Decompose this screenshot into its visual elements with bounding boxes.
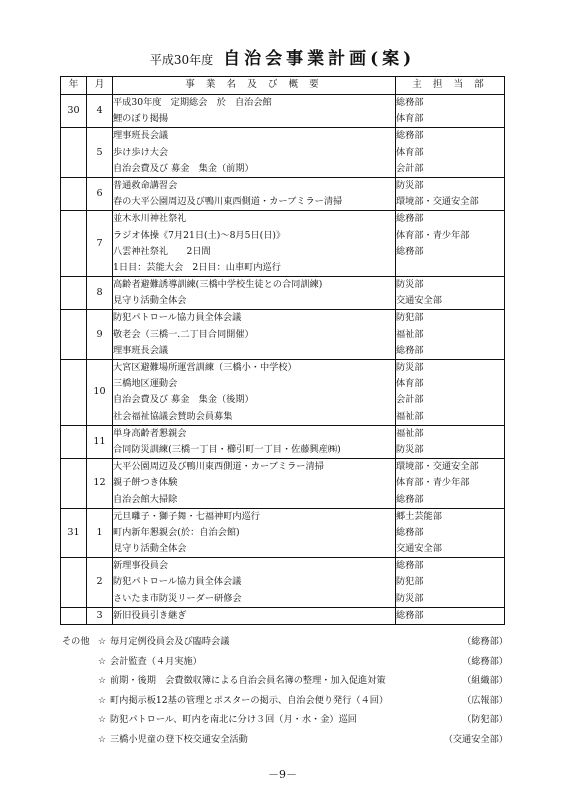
dept-item: 総務部 xyxy=(396,493,424,505)
activity-item: 社会福祉協議会賛助会員募集 xyxy=(113,410,233,422)
year-cell xyxy=(61,310,87,360)
activity-item: 三橋地区運動会 xyxy=(113,378,178,390)
activities-cell xyxy=(113,459,396,509)
header-dept: 主 担 当 部 xyxy=(396,77,505,95)
dept-item: 会計部 xyxy=(396,162,424,174)
activity-item: 親子餅つき体験 xyxy=(113,477,178,489)
year-cell xyxy=(61,277,87,310)
activity-item: 新旧役員引き継ぎ xyxy=(113,609,187,621)
dept-item xyxy=(396,260,504,276)
activity-item: 春の大平公園周辺及び鴨川東西側道・カーブミラー清掃 xyxy=(113,196,343,208)
note-item xyxy=(62,710,508,730)
dept-item: 防災部 xyxy=(396,592,424,604)
activity-item: 自治会費及び 募金 集金（後期） xyxy=(113,394,254,406)
note-dept: （組織部） xyxy=(462,675,508,686)
page-title xyxy=(0,44,565,69)
month-cell: 11 xyxy=(87,425,113,458)
dept-cell xyxy=(396,277,505,310)
activities-cell xyxy=(113,277,396,310)
activity-item: ラジオ体操《7月21日(土)～8月5日(日)》 xyxy=(113,229,286,241)
dept-item: 総務部 xyxy=(396,609,424,621)
year-cell xyxy=(61,177,87,210)
table-row xyxy=(61,508,505,558)
month-cell: 7 xyxy=(87,211,113,277)
activity-item: 理事班長会議 xyxy=(113,344,169,356)
dept-item: 防災部 xyxy=(396,179,424,191)
header-year: 年 xyxy=(61,77,87,95)
activity-item: 自治会費及び 募金 集金（前期） xyxy=(113,162,254,174)
month-cell: 8 xyxy=(87,277,113,310)
month-cell: 10 xyxy=(87,360,113,426)
dept-item: 交通安全部 xyxy=(396,543,442,555)
month-cell: 1 xyxy=(87,508,113,558)
note-text: 会計監査（４月実施） xyxy=(110,655,202,667)
dept-cell xyxy=(396,128,505,178)
activity-item: 敬老会（三橋一.二丁目合同開催） xyxy=(113,328,254,340)
activity-item: 普通救命講習会 xyxy=(113,179,178,191)
dept-item: 体育部・青少年部 xyxy=(396,477,470,489)
activities-cell xyxy=(113,360,396,426)
year-cell xyxy=(61,211,87,277)
dept-item: 福祉部 xyxy=(396,410,424,422)
dept-cell xyxy=(396,95,505,128)
year-cell xyxy=(61,425,87,458)
note-text: 町内掲示板12基の管理とポスターの掲示、自治会便り発行（４回） xyxy=(110,694,389,706)
activity-item: 理事班長会議 xyxy=(113,130,169,142)
activity-item: 大平公園周辺及び鴨川東西側道・カーブミラー清掃 xyxy=(113,461,324,473)
activities-cell xyxy=(113,425,396,458)
activities-cell xyxy=(113,128,396,178)
activity-item: 八雲神社祭礼 2日間 xyxy=(113,245,211,257)
dept-cell xyxy=(396,508,505,558)
activity-item: 元旦囃子・獅子舞・七福神町内巡行 xyxy=(113,510,260,522)
month-cell: 3 xyxy=(87,607,113,624)
table-row xyxy=(61,177,505,210)
activity-item: 自治会館大掃除 xyxy=(113,493,178,505)
star-icon: ☆ xyxy=(98,714,107,725)
activity-item: 見守り活動全体会 xyxy=(113,295,187,307)
activity-item: 並木氷川神社祭礼 xyxy=(113,213,187,225)
table-row xyxy=(61,128,505,178)
dept-cell xyxy=(396,558,505,608)
activity-item: 新理事役員会 xyxy=(113,560,169,572)
title-era: 平成30年度 xyxy=(149,53,214,67)
year-cell: 30 xyxy=(61,95,87,128)
activities-cell xyxy=(113,95,396,128)
note-item xyxy=(62,691,508,711)
star-icon: ☆ xyxy=(98,636,107,647)
note-item xyxy=(62,671,508,691)
star-icon: ☆ xyxy=(98,694,107,706)
activity-item: 見守り活動全体会 xyxy=(113,543,187,555)
header-month: 月 xyxy=(87,77,113,95)
table-row xyxy=(61,607,505,624)
month-cell: 2 xyxy=(87,558,113,608)
note-dept: （総務部） xyxy=(462,655,508,667)
dept-item: 交通安全部 xyxy=(396,295,442,307)
activity-item: 大宮区避難場所運営訓練（三橋小・中学校） xyxy=(113,362,297,373)
activity-item: 高齢者避難誘導訓練(三橋中学校生徒との合同訓練) xyxy=(113,279,323,291)
activity-item: 防犯パトロール協力員全体会議 xyxy=(113,312,242,324)
activities-cell xyxy=(113,558,396,608)
star-icon: ☆ xyxy=(98,655,107,667)
activity-item: 鯉のぼり掲揚 xyxy=(113,113,169,125)
year-cell: 31 xyxy=(61,508,87,558)
other-notes xyxy=(62,632,508,749)
dept-item: 総務部 xyxy=(396,344,424,356)
dept-cell xyxy=(396,211,505,277)
note-item xyxy=(62,652,508,672)
dept-item: 防災部 xyxy=(396,279,424,291)
dept-item: 防犯部 xyxy=(396,576,424,588)
month-cell: 6 xyxy=(87,177,113,210)
activities-cell xyxy=(113,310,396,360)
dept-cell xyxy=(396,425,505,458)
activity-item: 平成30年度 定期総会 於 自治会館 xyxy=(113,97,272,108)
dept-item: 防災部 xyxy=(396,362,424,373)
month-cell: 5 xyxy=(87,128,113,178)
month-cell: 4 xyxy=(87,95,113,128)
dept-item: 体育部 xyxy=(396,146,424,158)
month-cell: 9 xyxy=(87,310,113,360)
dept-cell xyxy=(396,360,505,426)
table-row xyxy=(61,459,505,509)
note-text: 前期・後期 会費徴収簿による自治会員名簿の整理・加入促進対策 xyxy=(110,675,386,686)
header-activities: 事 業 名 及 び 概 要 xyxy=(113,77,396,95)
year-cell xyxy=(61,459,87,509)
dept-item: 総務部 xyxy=(396,97,424,108)
month-cell: 12 xyxy=(87,459,113,509)
dept-item: 体育部 xyxy=(396,378,424,390)
activity-item: 防犯パトロール協力員全体会議 xyxy=(113,576,242,588)
note-item xyxy=(62,730,508,750)
plan-table xyxy=(60,76,505,625)
dept-item: 環境部・交通安全部 xyxy=(396,461,479,473)
dept-cell xyxy=(396,177,505,210)
dept-item: 総務部 xyxy=(396,245,424,257)
dept-item: 総務部 xyxy=(396,130,424,142)
table-header-row xyxy=(61,77,505,95)
note-dept: （防犯部） xyxy=(462,714,508,725)
notes-prefix: その他 xyxy=(62,636,90,647)
note-dept: （総務部） xyxy=(462,636,508,647)
dept-cell xyxy=(396,607,505,624)
activity-item: 歩け歩け大会 xyxy=(113,146,169,158)
table-row xyxy=(61,277,505,310)
activities-cell xyxy=(113,607,396,624)
activities-cell xyxy=(113,211,396,277)
note-dept: （交通安全部） xyxy=(443,733,508,745)
note-text: 防犯パトロール、町内を南北に分け３回（月・水・金）巡回 xyxy=(110,714,357,725)
dept-item: 総務部 xyxy=(396,213,424,225)
year-cell xyxy=(61,128,87,178)
dept-item: 環境部・交通安全部 xyxy=(396,196,479,208)
dept-item: 福祉部 xyxy=(396,427,424,439)
activity-item: 町内新年懇親会(於：自治会館) xyxy=(113,526,240,538)
star-icon: ☆ xyxy=(98,733,107,745)
note-text: 毎月定例役員会及び臨時会議 xyxy=(110,636,230,647)
dept-item: 体育部 xyxy=(396,113,424,125)
activity-item: 単身高齢者懇親会 xyxy=(113,427,187,439)
dept-cell xyxy=(396,459,505,509)
note-dept: （広報部） xyxy=(462,694,508,706)
dept-item: 会計部 xyxy=(396,394,424,406)
table-row xyxy=(61,211,505,277)
activities-cell xyxy=(113,177,396,210)
year-cell xyxy=(61,607,87,624)
dept-item: 福祉部 xyxy=(396,328,424,340)
table-row xyxy=(61,360,505,426)
note-text: 三橋小児童の登下校交通安全活動 xyxy=(110,733,248,745)
page-number: －9－ xyxy=(268,768,297,781)
year-cell xyxy=(61,360,87,426)
title-main: 自治会事業計画(案) xyxy=(223,49,416,69)
dept-item: 体育部・青少年部 xyxy=(396,229,470,241)
dept-item: 総務部 xyxy=(396,560,424,572)
activity-item: 1日目：芸能大会 2日目：山車町内巡行 xyxy=(113,261,281,273)
star-icon: ☆ xyxy=(98,675,107,686)
year-cell xyxy=(61,558,87,608)
table-row xyxy=(61,310,505,360)
activity-item: さいたま市防災リーダー研修会 xyxy=(113,592,242,604)
dept-item: 防災部 xyxy=(396,443,424,455)
dept-item: 総務部 xyxy=(396,526,424,538)
table-row xyxy=(61,425,505,458)
dept-item: 防犯部 xyxy=(396,312,424,324)
table-row xyxy=(61,95,505,128)
dept-item: 郷土芸能部 xyxy=(396,510,442,522)
activities-cell xyxy=(113,508,396,558)
note-item xyxy=(62,632,508,652)
activity-item: 合同防災訓練(三橋一丁目・櫛引町一丁目・佐藤興産㈱) xyxy=(113,443,341,455)
plan-body xyxy=(61,95,505,625)
table-row xyxy=(61,558,505,608)
dept-cell xyxy=(396,310,505,360)
